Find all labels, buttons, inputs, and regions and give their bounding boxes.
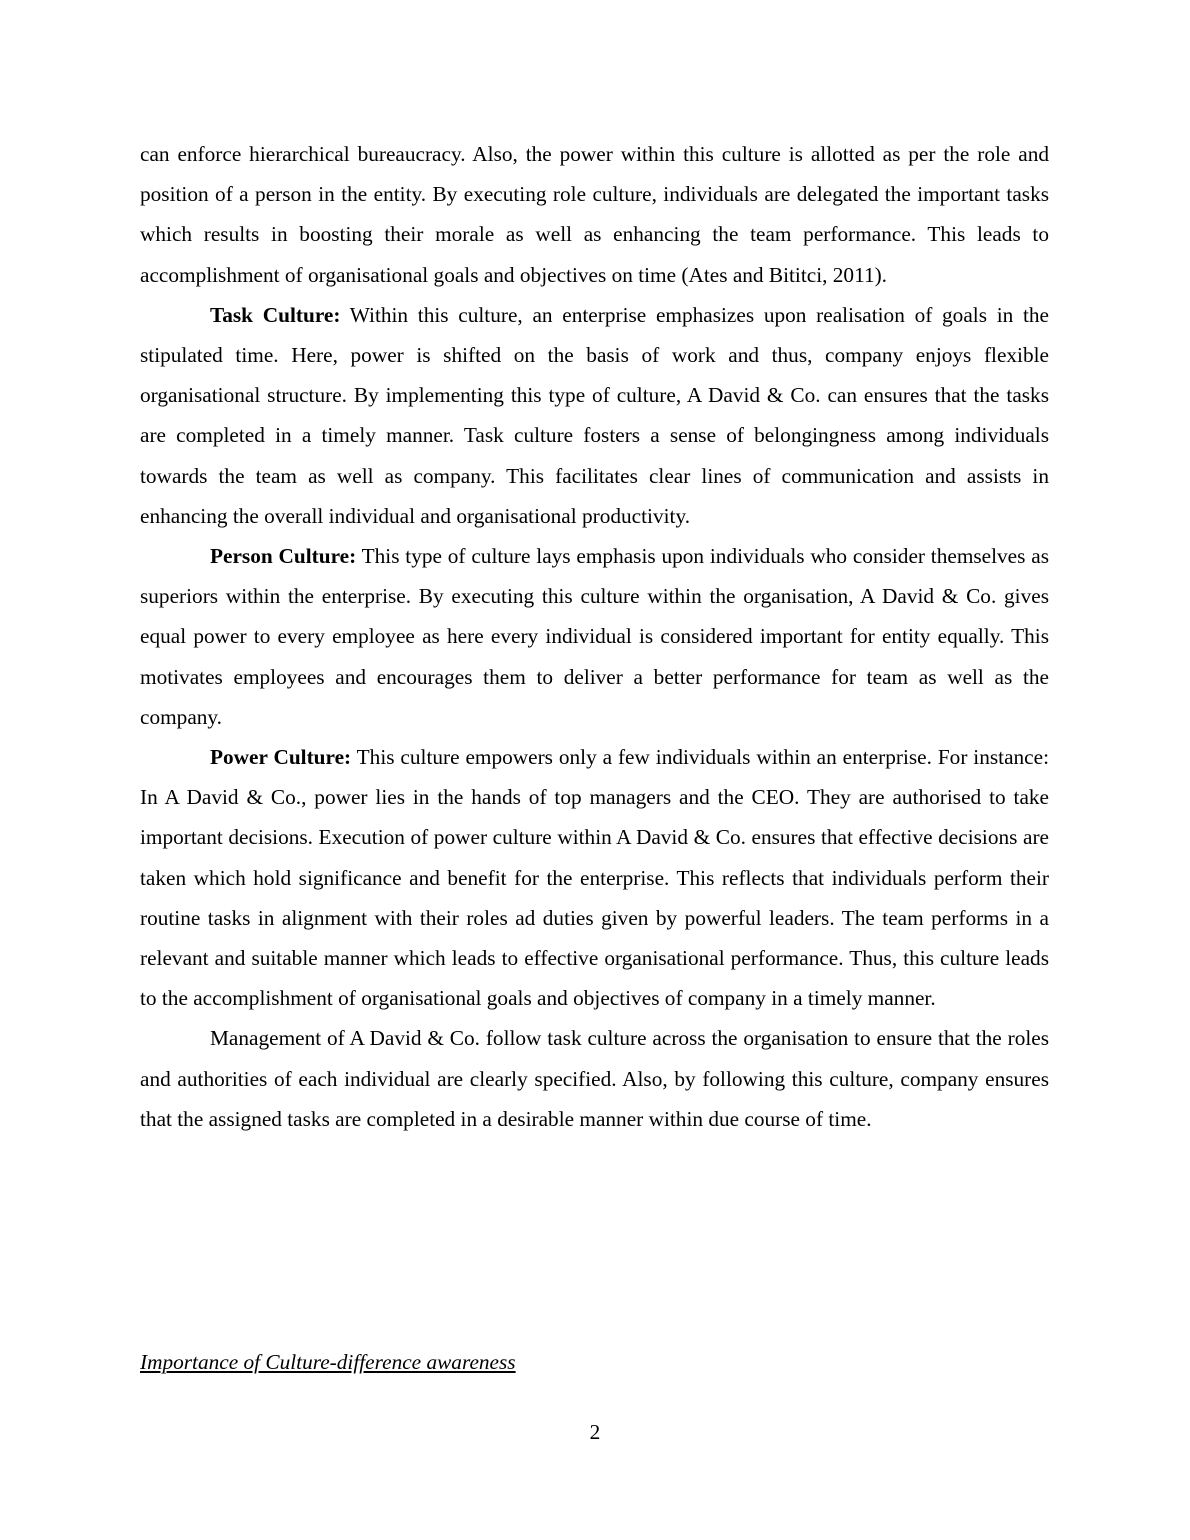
paragraph-person-culture [140, 536, 1049, 737]
section-heading: Importance of Culture-difference awareness [140, 1350, 516, 1374]
page-number: 2 [589, 1420, 601, 1444]
paragraph-text: This culture empowers only a few individuals within an enterprise. For instance: In A David & Co., power lies in the hands of top managers and the CEO. They are authorised to take important decisions. Execution of power culture within A David & Co. ensures that effective decisions are taken which hold significance and benefit for the enterprise. This reflects that individuals perform their routine tasks in alignment with their roles ad duties given by powerful leaders. The team performs in a relevant and suitable manner which leads to effective organisational performance. Thus, this culture leads to the accomplishment of organisational goals and objectives of company in a timely manner. [140, 745, 1049, 1011]
document-body [140, 134, 1049, 1139]
paragraph-management-task-culture [140, 1018, 1049, 1139]
paragraph-text: This type of culture lays emphasis upon individuals who consider themselves as superiors within the enterprise. By executing this culture within the organisation, A David & Co. gives equal power to every employee as here every individual is considered important for entity equally. This motivates employees and encourages them to deliver a better performance for team as well as the company. [140, 544, 1049, 729]
paragraph-power-culture [140, 737, 1049, 1018]
paragraph-text: Management of A David & Co. follow task culture across the organisation to ensure that the roles and authorities of each individual are clearly specified. Also, by following this culture, company ensures that the assigned tasks are completed in a desirable manner within due course of time. [140, 1026, 1049, 1131]
paragraph-text: Within this culture, an enterprise emphasizes upon realisation of goals in the stipulated time. Here, power is shifted on the basis of work and thus, company enjoys flexible organisational structure. By implementing this type of culture, A David & Co. can ensures that the tasks are completed in a timely manner. Task culture fosters a sense of belongingness among individuals towards the team as well as company. This facilitates clear lines of communication and assists in enhancing the overall individual and organisational productivity. [140, 302, 1050, 528]
paragraph-lead-term: Task Culture: [210, 302, 341, 327]
paragraph-task-culture [140, 295, 1049, 536]
paragraph-role-culture-continued [140, 134, 1049, 295]
paragraph-text: can enforce hierarchical bureaucracy. Also, the power within this culture is allotted as per the role and position of a person in the entity. By executing role culture, individuals are delegated the important tasks which results in boosting their morale as well as enhancing the team performance. This leads to accomplishment of organisational goals and objectives on time (Ates and Bititci, 2011). [140, 142, 1049, 287]
paragraph-lead-term: Power Culture: [210, 745, 352, 770]
paragraph-lead-term: Person Culture: [210, 544, 357, 569]
